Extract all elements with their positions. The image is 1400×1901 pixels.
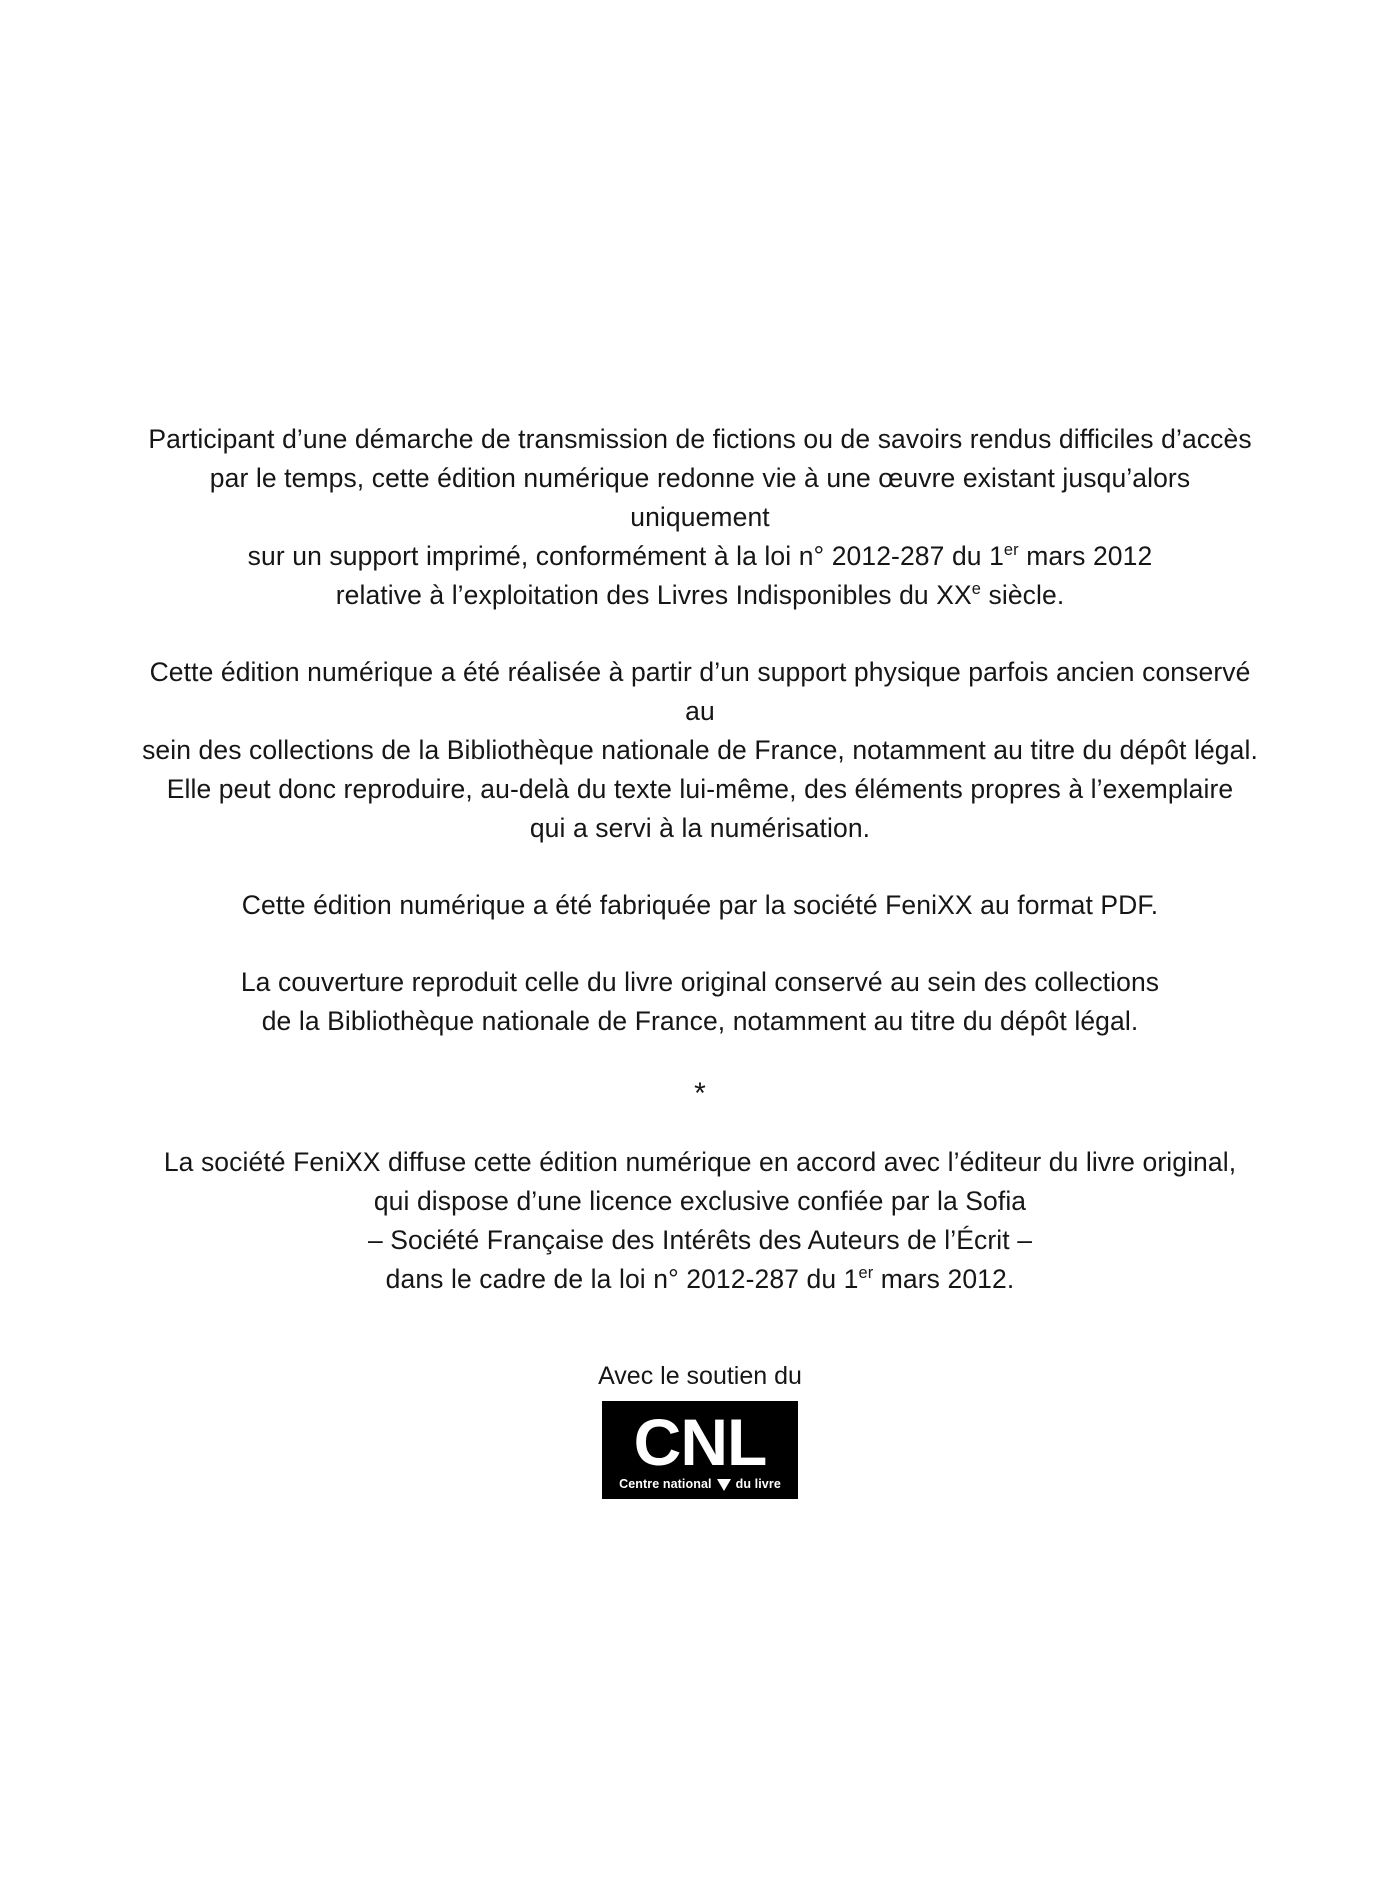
paragraph-distribution	[140, 1143, 1260, 1299]
line: de la Bibliothèque nationale de France, notamment au titre du dépôt légal.	[261, 1006, 1139, 1036]
line: Elle peut donc reproduire, au-delà du texte lui-même, des éléments propres à l’exemplaire	[166, 774, 1234, 804]
line: – Société Française des Intérêts des Auteurs de l’Écrit –	[367, 1225, 1033, 1255]
cnl-logo-subtitle	[616, 1477, 784, 1491]
section-separator: *	[694, 1077, 706, 1110]
line-law-reference-2	[140, 1260, 1260, 1299]
cnl-logo	[602, 1401, 798, 1499]
paragraph-cover	[140, 963, 1260, 1041]
line-century-reference	[140, 576, 1260, 615]
support-section	[140, 1361, 1260, 1499]
law-prefix: sur un support imprimé, conformément à la loi n° 2012-287 du 1	[247, 541, 1004, 571]
line: qui a servi à la numérisation.	[529, 813, 871, 843]
law2-ordinal-suffix: er	[858, 1264, 874, 1283]
century-suffix: siècle.	[981, 580, 1065, 610]
line: par le temps, cette édition numérique redonne vie à une œuvre existant jusqu’alors uniquement	[209, 463, 1191, 532]
paragraph-source	[140, 653, 1260, 848]
line: Cette édition numérique a été réalisée à partir d’un support physique parfois ancien conservé au	[149, 657, 1251, 726]
cnl-logo-mark: CNL	[633, 1405, 767, 1479]
line: La société FeniXX diffuse cette édition numérique en accord avec l’éditeur du livre original,	[163, 1147, 1237, 1177]
line: qui dispose d’une licence exclusive confiée par la Sofia	[373, 1186, 1027, 1216]
paragraph-intro	[140, 420, 1260, 615]
line: Participant d’une démarche de transmission de fictions ou de savoirs rendus difficiles d’accès	[148, 424, 1252, 454]
law-suffix: mars 2012	[1018, 541, 1153, 571]
line: Cette édition numérique a été fabriquée par la société FeniXX au format PDF.	[241, 890, 1159, 920]
line: La couverture reproduit celle du livre original conservé au sein des collections	[240, 967, 1160, 997]
law-ordinal-suffix: er	[1003, 541, 1019, 560]
line: sein des collections de la Bibliothèque nationale de France, notamment au titre du dépôt légal.	[142, 735, 1258, 765]
support-label: Avec le soutien du	[598, 1362, 802, 1390]
paragraph-manufacturer	[140, 886, 1260, 925]
cnl-subtitle-right: du livre	[735, 1477, 781, 1491]
law2-prefix: dans le cadre de la loi n° 2012-287 du 1	[385, 1264, 859, 1294]
law2-suffix: mars 2012.	[873, 1264, 1015, 1294]
century-prefix: relative à l’exploitation des Livres Indisponibles du XX	[335, 580, 972, 610]
triangle-icon	[717, 1479, 731, 1491]
cnl-subtitle-left: Centre national	[619, 1477, 712, 1491]
legal-notice-block	[140, 420, 1260, 1499]
line-law-reference	[140, 537, 1260, 576]
century-ordinal-suffix: e	[971, 580, 982, 599]
